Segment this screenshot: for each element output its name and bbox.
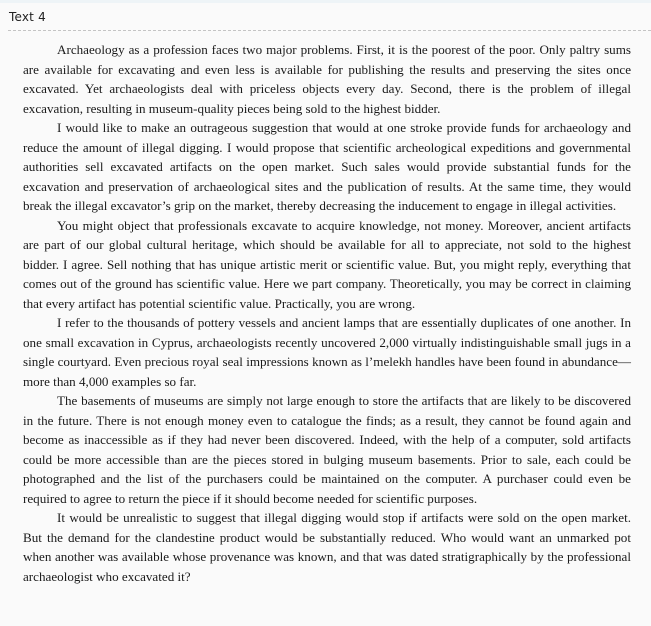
top-strip	[0, 0, 651, 3]
paragraph-1: Archaeology as a profession faces two major problems. First, it is the poorest of the poor. Only paltry sums are available for excavating and even less is available for publishing the results and preserving the sites once excavated. Yet archaeologists deal with priceless objects every day. Second, there is the problem of illegal excavation, resulting in museum-quality pieces being sold to the highest bidder.	[23, 42, 631, 116]
paragraph-5: The basements of museums are simply not large enough to store the artifacts that are likely to be discovered in the future. There is not enough money even to catalogue the finds; as a result, they cannot be found again and become as inaccessible as if they had never been discovered. Indeed, with the help of a computer, sold artifacts could be more accessible than are the pieces stored in bulging museum basements. Prior to sale, each could be photographed and the list of the purchasers could be maintained on the computer. A purchaser could even be required to agree to return the piece if it should become needed for scientific purposes.	[23, 393, 631, 506]
paragraph-6: It would be unrealistic to suggest that illegal digging would stop if artifacts were sold on the open market. But the demand for the clandestine product would be substantially reduced. Who would want an unmarked pot when another was available whose provenance was known, and that was dated stratigraphically by the professional archaeologist who excavated it?	[23, 510, 631, 584]
paragraph-2: I would like to make an outrageous suggestion that would at one stroke provide funds for archaeology and reduce the amount of illegal digging. I would propose that scientific archeological expeditions and governmental authorities sell excavated artifacts on the open market. Such sales would provide substantial funds for the excavation and preservation of archaeological sites and the publication of results. At the same time, they would break the illegal excavator’s grip on the market, thereby decreasing the inducement to engage in illegal activities.	[23, 120, 631, 213]
article-body	[23, 40, 631, 586]
section-title: Text 4	[9, 10, 46, 24]
dashed-divider	[8, 30, 651, 31]
paragraph-3: You might object that professionals excavate to acquire knowledge, not money. Moreover, ancient artifacts are part of our global cultural heritage, which should be available for all to appreciate, not sold to the highest bidder. I agree. Sell nothing that has unique artistic merit or scientific value. But, you might reply, everything that comes out of the ground has scientific value. Here we part company. Theoretically, you may be correct in claiming that every artifact has potential scientific value. Practically, you are wrong.	[23, 217, 631, 311]
paragraph-4: I refer to the thousands of pottery vessels and ancient lamps that are essentially duplicates of one another. In one small excavation in Cyprus, archaeologists recently uncovered 2,000 virtually indistinguishable small jugs in a single courtyard. Even precious royal seal impressions known as l’melekh handles have been found in abundance—more than 4,000 examples so far.	[23, 315, 631, 389]
